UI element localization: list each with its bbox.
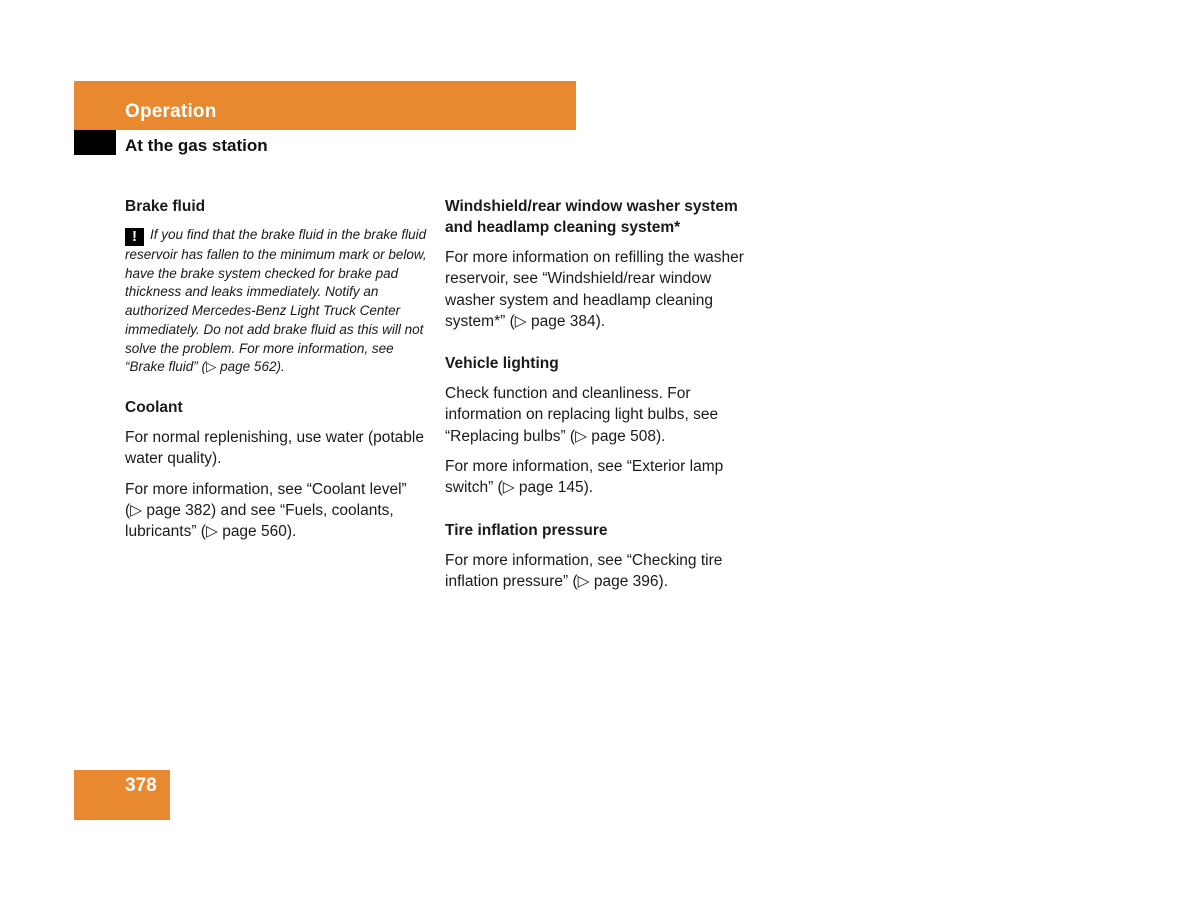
warning-text: If you find that the brake fluid in the brake fluid reservoir has fallen to the minimum mark or below, have the brake system checked for brake pad thickness and leaks immediately. Notify an authorized Mercedes-Benz Light Truck Center immediately. Do not add brake fluid as this will not solve the problem. For more information, see “Brake fluid” (▷ page 562).: [125, 227, 427, 375]
coolant-paragraph-1: For normal replenishing, use water (potable water quality).: [125, 428, 424, 468]
washer-heading: Windshield/rear window washer system and headlamp cleaning system*: [445, 198, 738, 236]
page-number: 378: [125, 775, 157, 796]
lighting-heading: Vehicle lighting: [445, 355, 559, 373]
subsection-title: At the gas station: [125, 136, 268, 155]
coolant-heading: Coolant: [125, 398, 183, 416]
brake-fluid-warning: [125, 226, 427, 377]
left-column: [125, 196, 427, 551]
right-column: [445, 196, 747, 601]
lighting-paragraph-1: Check function and cleanliness. For information on replacing light bulbs, see “Replacing bulbs” (▷ page 508).: [445, 385, 719, 445]
brake-fluid-heading: Brake fluid: [125, 198, 206, 215]
section-title: Operation: [125, 101, 217, 122]
header-tab-marker: [74, 130, 116, 155]
lighting-paragraph-2: For more information, see “Exterior lamp switch” (▷ page 145).: [445, 458, 724, 497]
tire-heading: Tire inflation pressure: [445, 521, 608, 539]
washer-paragraph: For more information on refilling the washer reservoir, see “Windshield/rear window washer system and headlamp cleaning system*” (▷ page 384).: [445, 249, 744, 330]
tire-paragraph: For more information, see “Checking tire inflation pressure” (▷ page 396).: [445, 551, 723, 590]
warning-icon: !: [125, 228, 144, 246]
coolant-paragraph-2: For more information, see “Coolant level” (▷ page 382) and see “Fuels, coolants, lubricants” (▷ page 560).: [125, 480, 407, 541]
